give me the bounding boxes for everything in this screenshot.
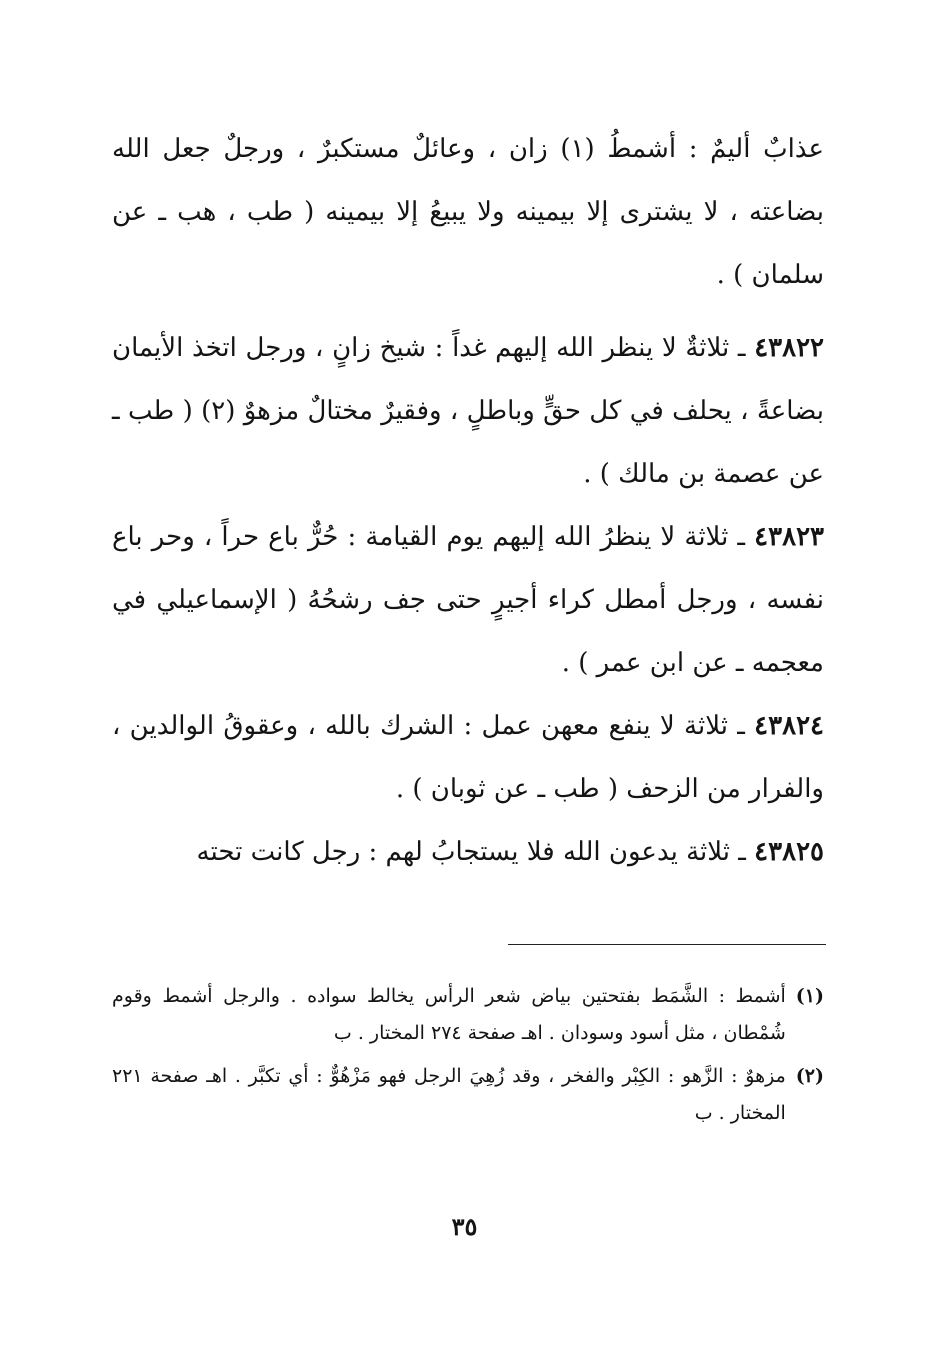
paragraph-text: ـ ثلاثة لا ينفع معهن عمل : الشرك بالله ، وعقوقُ الوالدين ، والفرار من الزحف ( طب ـ عن ثوبان ) . bbox=[112, 711, 824, 804]
footnotes bbox=[112, 978, 824, 1132]
footnote-mark: (١) bbox=[795, 985, 824, 1007]
hadith-number: ٤٣٨٢٥ bbox=[754, 837, 824, 867]
hadith-number: ٤٣٨٢٢ bbox=[754, 333, 825, 363]
hadith-text-body bbox=[112, 118, 824, 884]
footnote-mark: (٢) bbox=[795, 1065, 824, 1087]
paragraph-text: عذابٌ أليمٌ : أشمطُ (١) زان ، وعائلٌ مستكبرٌ ، ورجلٌ جعل الله بضاعته ، لا يشترى إلا بيمينه ولا يبيعُ إلا بيمينه ( طب ، هب ـ عن سلمان ) . bbox=[112, 134, 824, 290]
paragraph-text: ـ ثلاثة يدعون الله فلا يستجابُ لهم : رجل كانت تحته bbox=[196, 837, 746, 867]
paragraph-text: ـ ثلاثة لا ينظرُ الله إليهم يوم القيامة : حُرٌّ باع حراً ، وحر باع نفسه ، ورجل أمطل كراء أجيرٍ حتى جف رشحُهُ ( الإسماعيلي في معجمه ـ عن ابن عمر ) . bbox=[112, 522, 824, 678]
footnote-text: مزهوٌ : الزَّهو : الكِبْر والفخر ، وقد زُهِيَ الرجل فهو مَزْهُوٌّ : أي تكبَّر . اهـ صفحة ٢٢١ المختار . ب bbox=[112, 1065, 786, 1124]
hadith-paragraph-43825 bbox=[112, 821, 824, 884]
footnote-2 bbox=[112, 1058, 824, 1132]
hadith-number: ٤٣٨٢٣ bbox=[754, 522, 824, 552]
paragraph-text: ـ ثلاثةٌ لا ينظر الله إليهم غداً : شيخ زانٍ ، ورجل اتخذ الأيمان بضاعةً ، يحلف في كل حقٍّ وباطلٍ ، وفقيرٌ مختالٌ مزهوٌ (٢) ( طب ـ عن عصمة بن مالك ) . bbox=[112, 333, 825, 489]
hadith-paragraph-43822 bbox=[112, 317, 824, 506]
hadith-number: ٤٣٨٢٤ bbox=[754, 711, 824, 741]
paragraph-continuation bbox=[112, 118, 824, 307]
page-number: ٣٥ bbox=[451, 1212, 478, 1241]
hadith-paragraph-43824 bbox=[112, 695, 824, 821]
footnote-separator bbox=[508, 944, 826, 945]
hadith-paragraph-43823 bbox=[112, 506, 824, 695]
footnote-1 bbox=[112, 978, 824, 1052]
footnote-text: أشمط : الشَّمَط بفتحتين بياض شعر الرأس يخالط سواده . والرجل أشمط وقوم شُمْطان ، مثل أسود وسودان . اهـ صفحة ٢٧٤ المختار . ب bbox=[112, 985, 786, 1044]
